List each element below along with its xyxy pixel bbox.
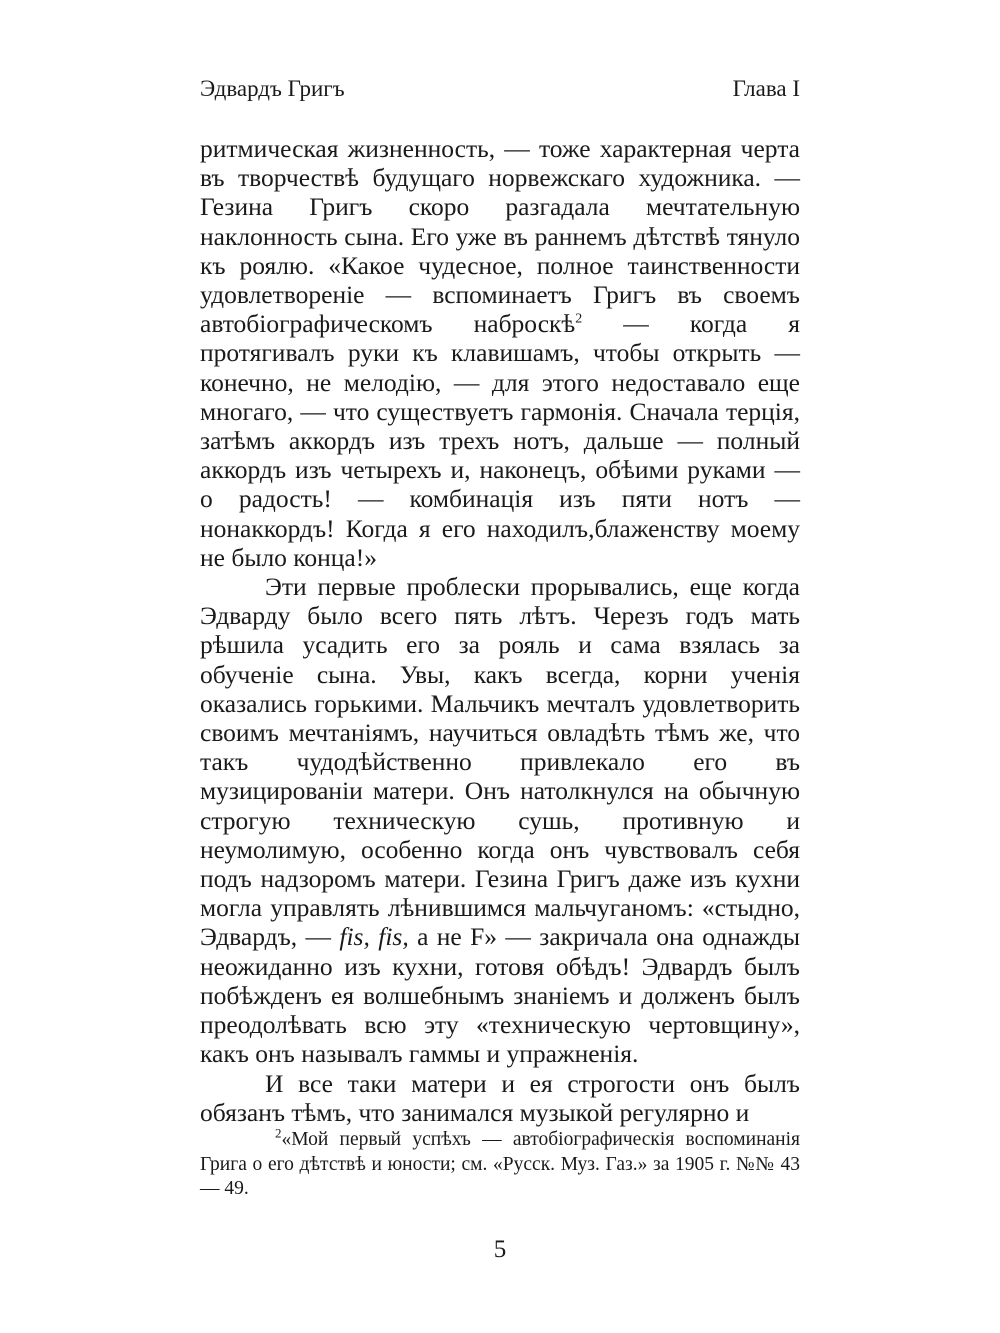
paragraph-1-text-a: ритмическая жизненность, — тоже характерная черта въ творчествѣ будущаго норвежскаго художника. — Гезина Григъ скоро разгадала мечтательную наклонность сына. Его уже въ раннемъ дѣтствѣ тянуло къ роялю. «Какое чудесное, полное таинственности удовлетвореніе — вспоминаетъ Григъ въ своемъ автобіографическомъ наброскѣ — [200, 134, 800, 339]
paragraph-2 — [200, 572, 800, 1068]
page-number: 5 — [493, 1236, 507, 1263]
running-header — [200, 70, 800, 106]
footnote-number: 2 — [275, 1125, 282, 1141]
paragraph-2-text-b: а не F» — закричала она однажды неожиданно изъ кухни, готовя обѣдъ! Эдвардъ былъ побѣжденъ ея волшебнымъ знаніемъ и долженъ былъ преодолѣвать всю эту «техническую чертовщину», какъ онъ называлъ гаммы и упражненія. — [200, 922, 800, 1069]
paragraph-3: И все таки матери и ея строгости онъ былъ обязанъ тѣмъ, что занимался музыкой регулярно и — [200, 1068, 800, 1127]
paragraph-2-italic: fis, fis, — [339, 922, 409, 952]
paragraph-1 — [200, 134, 800, 572]
main-text — [200, 134, 800, 1127]
footnote — [200, 1125, 800, 1202]
paragraph-2-text-a: Эти первые проблески прорывались, еще когда Эдварду было всего пять лѣтъ. Черезъ годъ мать рѣшила усадить его за рояль и сама взялась за обученіе сына. Увы, какъ всегда, корни ученія оказались горькими. Мальчикъ мечталъ удовлетворить своимъ мечтаніямъ, научиться овладѣть тѣмъ же, что такъ чудодѣйственно привлекало его въ музицированіи матери. Онъ натолкнулся на обычную строгую техническую сушь, противную и неумолимую, особенно когда онъ чувствовалъ себя подъ надзоромъ матери. Гезина Григъ даже изъ кухни могла управлять лѣнившимся мальчуганомъ: «стыдно, Эдвардъ, — — [200, 572, 800, 952]
footnote-text: «Мой первый успѣхъ — автобіографическія воспоминанія Грига о его дѣтствѣ и юности; см. «Русск. Муз. Газ.» за 1905 г. №№ 43 — 49. — [200, 1129, 800, 1199]
header-author: Эдвардъ Григъ — [200, 76, 345, 101]
paragraph-1-text-b: — когда я протягивалъ руки къ клавишамъ, чтобы открыть — конечно, не мелодію, — для этого недоставало еще многаго, — что существуетъ гармонія. Сначала терція, затѣмъ аккордъ изъ трехъ нотъ, дальше — полный аккордъ изъ четырехъ и, наконецъ, обѣими руками — о радость! — комбинація изъ пяти нотъ — нонаккордъ! Когда я его находилъ,блаженству моему не было конца!» — [200, 309, 800, 572]
footnote-reference: 2 — [575, 311, 583, 327]
header-chapter: Глава I — [732, 76, 800, 101]
